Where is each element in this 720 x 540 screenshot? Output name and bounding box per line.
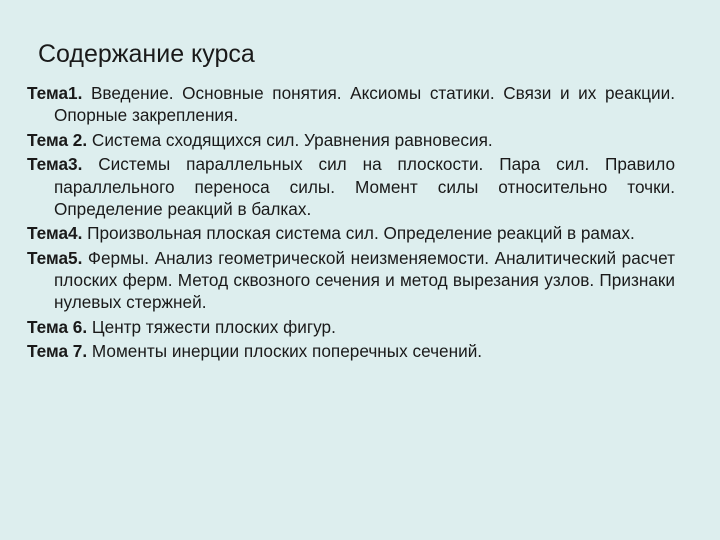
topic-label: Тема 6. (27, 316, 88, 337)
topic-label: Тема3. (27, 154, 83, 175)
topic-label: Тема4. (27, 223, 83, 244)
topic-text: Произвольная плоская система сил. Определение реакций в рамах. (82, 223, 635, 244)
topic-label: Тема 7. (27, 341, 88, 362)
topic-text: Система сходящихся сил. Уравнения равновесия. (87, 129, 493, 150)
topic-list (27, 82, 675, 365)
topic-text: Моменты инерции плоских поперечных сечений. (87, 341, 483, 362)
topic-label: Тема 2. (27, 129, 88, 150)
topic-text: Введение. Основные понятия. Аксиомы статики. Связи и их реакции. Опорные закрепления. (54, 83, 675, 126)
topic-item-6 (27, 316, 675, 338)
topic-item-1 (27, 82, 675, 127)
topic-item-5 (27, 247, 675, 314)
topic-item-4 (27, 222, 675, 244)
topic-item-2 (27, 129, 675, 151)
topic-text: Центр тяжести плоских фигур. (87, 316, 336, 337)
topic-item-7 (27, 340, 675, 362)
topic-label: Тема1. (27, 83, 83, 103)
topic-text: Системы параллельных сил на плоскости. Пара сил. Правило параллельного переноса силы. Момент силы относительно точки. Определение реакций в балках. (54, 154, 675, 219)
slide-title: Содержание курса (38, 40, 255, 68)
topic-label: Тема5. (27, 247, 83, 268)
topic-text: Фермы. Анализ геометрической неизменяемости. Аналитический расчет плоских ферм. Метод сквозного сечения и метод вырезания узлов. Признаки нулевых стержней. (54, 247, 675, 313)
topic-item-3 (27, 153, 675, 220)
